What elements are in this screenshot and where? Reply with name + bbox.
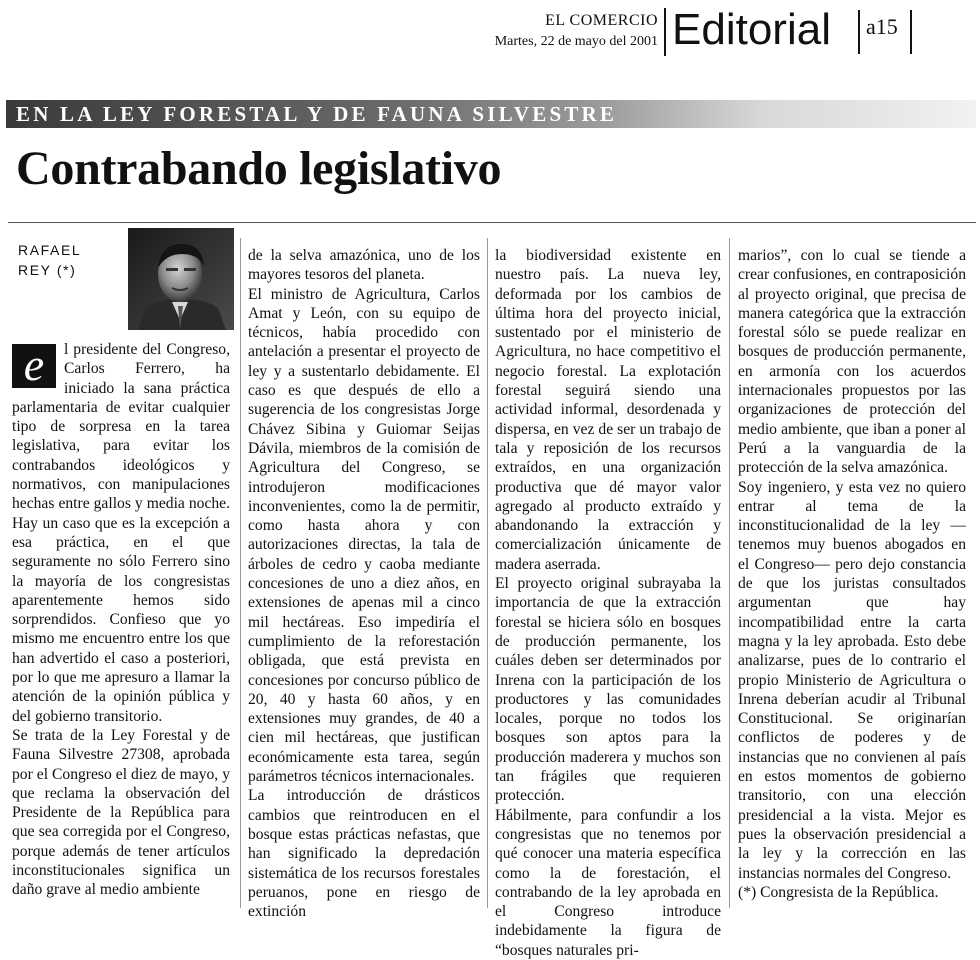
article-paragraph: La introducción de drásticos cambios que reintroducen en el bosque estas prácticas nefastas, que han significado la depredación sistemática de los recursos forestales peruanos, pone en riesgo de extinción <box>248 787 480 921</box>
article-paragraph: la biodiversidad existente en nuestro país. La nueva ley, deformada por los cambios de última hora del proyecto inicial, sustentado por el ministerio de Agricultura, no hace competitivo el negocio forestal. La explotación forestal seguirá siendo una actividad informal, desordenada y dispersa, en vez de ser un trabajo de tala y reposición de los recursos extraídos, en una organización productiva que dé mayor valor agregado al producto extraído y abandonando la extracción y comercialización únicamente de madera aserrada. <box>495 247 721 573</box>
article-paragraph: Se trata de la Ley Forestal y de Fauna Silvestre 27308, aprobada por el Congreso el diez de mayo, y que reclama la observación del Presidente de la República para que sea corregida por el Congreso, porque además de tener artículos inconstitucionales significa un daño grave al medio ambiente <box>12 726 230 899</box>
column-divider <box>729 238 730 908</box>
section-title: Editorial <box>672 5 831 54</box>
article-paragraph <box>12 340 230 726</box>
paragraph-text: l presidente del Congreso, Carlos Ferrero, ha iniciado la sana práctica parlamentaria de evitar cualquier tipo de sorpresa en la tarea legislativa, para evitar los contrabandos ideológicos y normativos, con manipulaciones hechas entre gallos y media noche. Hay un caso que es la excepción a esa práctica, en el que seguramente no sólo Ferrero sino la mayoría de los congresistas aparentemente hemos sido sorprendidos. Confieso que yo mismo me encuentro entre los que han advertido el caso a posteriori, por lo que me apresuro a llamar la atención de la opinión pública y del gobierno transitorio. <box>12 341 230 725</box>
article-column-4 <box>738 246 966 902</box>
masthead-divider <box>664 8 666 56</box>
author-portrait <box>128 228 234 330</box>
drop-cap: e <box>12 344 56 388</box>
article-column-1 <box>12 340 230 900</box>
section-rule <box>8 222 976 223</box>
article-column-2 <box>248 246 480 921</box>
byline-first-name: RAFAEL <box>18 242 82 258</box>
article-paragraph: de la selva amazónica, uno de los mayores tesoros del planeta. <box>248 247 480 284</box>
article-paragraph: El proyecto original subrayaba la importancia de que la extracción forestal se hiciera sólo en bosques de producción permanente, los cuáles deben ser determinados por Inrena con la participación de los productores y las comunidades locales, porque no todos los bosques son aptos para la producción maderera y muchos son tan frágiles que requieren protección. <box>495 575 721 805</box>
byline <box>18 240 128 280</box>
article-paragraph: El ministro de Agricultura, Carlos Amat y León, con su equipo de técnicos, había procedido con antelación a presentar el proyecto de ley y a sustentarlo debidamente. El caso es que después de ello a sugerencia de los congresistas Jorge Chávez Sibina y Guiomar Seijas Dávila, miembros de la comisión de Agricultura del Congreso, se introdujeron modificaciones inconvenientes, como la de permitir, como hasta ahora y con autorizaciones directas, la tala de árboles de cedro y caoba mediante concesiones de uno a diez años, en extensiones de apenas mil a cinco mil hectáreas. Eso impediría el cumplimiento de la reforestación obligada, que está prevista en concesiones por concurso público de 20, 40 y hasta 60 años, y en extensiones muy grandes, de 40 a cien mil hectáreas, que justifican económicamente esta tarea, según parámetros técnicos internacionales. <box>248 285 480 786</box>
article-column-3 <box>495 246 721 960</box>
column-divider <box>487 238 488 908</box>
kicker: EN LA LEY FORESTAL Y DE FAUNA SILVESTRE <box>16 102 618 126</box>
author-footnote: (*) Congresista de la República. <box>738 883 939 901</box>
column-divider <box>240 238 241 908</box>
page-number: a15 <box>866 14 898 39</box>
article-paragraph: Hábilmente, para confundir a los congresistas que no tenemos por qué conocer una materia específica como la de forestación, el contrabando de la ley aprobada en el Congreso introduce indebidamente la figura de “bosques naturales pri- <box>495 806 721 959</box>
headline: Contrabando legislativo <box>16 142 502 195</box>
publication-date: Martes, 22 de mayo del 2001 <box>494 34 658 49</box>
article-paragraph: Soy ingeniero, y esta vez no quiero entrar al tema de la inconstitucionalidad de la ley —tenemos muy buenos abogados en el Congreso— pero dejo constancia de que los juristas consultados argumentan que hay incompatibilidad entre la carta magna y la ley aprobada. Esto debe analizarse, pues de lo contrario el propio Ministerio de Agricultura o Inrena deberían acudir al Tribunal Constitucional. Se originarían conflictos de poderes y de instancias que no convienen al país en estos momentos de gobierno transitorio, con una elección presidencial a la vista. Mejor es pues la observación presidencial a la ley y la corrección en las instancias normales del Congreso. <box>738 478 966 882</box>
masthead-divider <box>858 10 860 54</box>
article-paragraph: marios”, con lo cual se tiende a crear confusiones, en contraposición al proyecto original, que precisa de manera categórica que la extracción forestal sólo se puede realizar en bosques de producción permanente, en armonía con los acuerdos internacionales propuestos por las organizaciones de protección del medio ambiente, que iban a poner al Perú a la vanguardia de la protección de la selva amazónica. <box>738 247 966 477</box>
newspaper-name: EL COMERCIO <box>545 12 658 29</box>
byline-last-name: REY (*) <box>18 262 77 278</box>
author-photo <box>128 228 234 330</box>
masthead-divider <box>910 10 912 54</box>
